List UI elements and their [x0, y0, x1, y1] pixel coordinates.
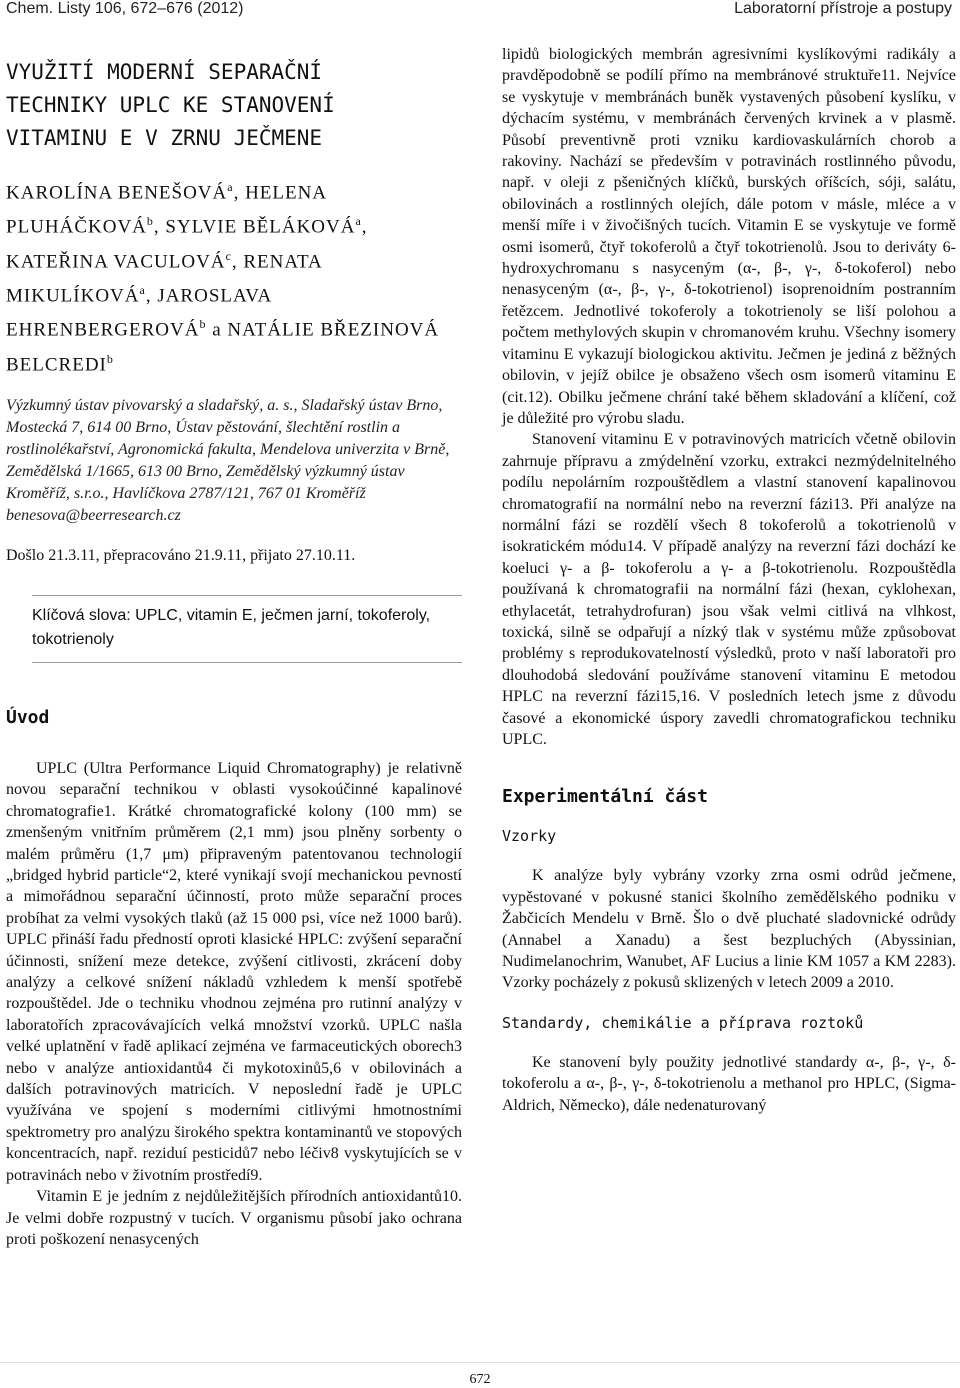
- affiliation-mark: a: [139, 282, 146, 297]
- author-list: KAROLÍNA BENEŠOVÁ$^a$, HELENA PLUHÁČKOVÁ$^b$, SYLVIE BĚLÁKOVÁ$^a$, KATEŘINA VACULOVÁ$^c$, RENATA MIKULÍKOVÁ$^a$, JAROSLAVA EHRENBERGEROVÁ$^b$ a NATÁLIE BŘEZINOVÁ BELCREDI$^b$: [6, 180, 440, 375]
- author-name: KATEŘINA VACULOVÁ: [6, 250, 226, 272]
- page-number: 672: [469, 1372, 491, 1387]
- author-name: HELENA PLUHÁČKOVÁ: [6, 182, 327, 238]
- author-name: RENATA MIKULÍKOVÁ: [6, 250, 322, 307]
- affiliation-mark: a: [227, 180, 234, 194]
- affiliation-mark: c: [225, 248, 232, 263]
- affiliation-mark: b: [199, 317, 207, 332]
- divider: [32, 662, 462, 663]
- author-name: SYLVIE BĚLÁKOVÁ: [165, 216, 356, 238]
- divider: [32, 595, 462, 596]
- body-paragraph: Stanovení vitaminu E v potravinových matricích včetně obilovin zahrnuje přípravu a zmýdelnění vzorku, extrakci nezmýdelnitelného podílu nepolárním rozpouštědlem a vlastní stanovení kapalinovou chromatografií na normální nebo na reverzní fázi13. Při analýze na normální fázi se rozdělí všech 8 tokoferolů a tokotrienolů v isokratickém módu14. V případě analýzy na reverzní fázi dochází ke koeluci γ- a β- tokoferolu a γ- a β-tokotrienolu. Rozpouštědla používaná k chromatografii na normální fázi (hexan, cyklohexan, ethylacetát, tetrahydrofuran) jsou však velmi citlivá na vlhkost, toxická, silně se odpařují a nízký tlak v systému může způsobovat problémy s reprodukovatelností výsledků, proto v naší laboratoři pro dlouhodobá sledování používáme stanovení vitaminu E metodou HPLC na reverzní fázi15,16. V posledních letech jsme z důvodu časové a ekonomické úspory zavedli chromatografickou techniku UPLC.: [502, 431, 956, 748]
- author-name: NATÁLIE BŘEZINOVÁ BELCREDI: [6, 319, 440, 375]
- author-name: JAROSLAVA EHRENBERGEROVÁ: [6, 285, 272, 341]
- body-paragraph: K analýze byly vybrány vzorky zrna osmi odrůd ječmene, vypěstované v pokusné stanici školního zemědělského podniku v Žabčicích Mendelu v Brně. Šlo o dvě pluchaté sladovnické odrůdy (Annabel a Xanadu) a šest bezpluchých (Abyssinian, Nudimelanochrim, Wanubet, AF Lucius a linie KM 1057 a KM 2283). Vzorky pocházely z pokusů sklizených v letech 2009 a 2010.: [502, 867, 956, 992]
- author-name: KAROLÍNA BENEŠOVÁ: [6, 182, 228, 204]
- journal-section: Laboratorní přístroje a postupy: [734, 0, 952, 17]
- journal-citation: Chem. Listy 106, 672–676 (2012): [6, 0, 244, 17]
- body-paragraph: Vitamin E je jedním z nejdůležitějších přírodních antioxidantů10. Je velmi dobře rozpustný v tucích. V organismu působí jako ochrana proti poškození nenasycených: [6, 1188, 462, 1248]
- body-paragraph: UPLC (Ultra Performance Liquid Chromatography) je relativně novou separační technikou v oblasti vysokoúčinné kapalinové chromatografie1. Krátké chromatografické kolony (100 mm) se zmenšeným vnitřním průměrem (2,1 mm) jsou plněny sorbenty o malém průměru (1,7 μm) připraveným patentovanou technologií „bridged hybrid particle“2, které vynikají svojí mechanickou pevností a mimořádnou separační účinností, proto může separační proces probíhat za velmi vysokých tlaků (až 15 000 psi, více než 1000 barů). UPLC přináší řadu předností oproti klasické HPLC: zvýšení separační účinnosti, snížení meze detekce, zvýšení citlivosti, zkrácení doby analýzy a celkové snížení nákladů vzhledem k menší spotřebě rozpouštědel. Jde o techniku vhodnou zejména pro rutinní analýzy v laboratořích zpracovávajících velká množství vzorků. UPLC našla velké uplatnění v řadě aplikací zejména ve farmaceutických oborech3 nebo v analýze antioxidantů4 či mykotoxinů5,6 v obilovinách a dalších potravinových matricích. V neposlední řadě je UPLC využívána ve spojení s moderními citlivými hmotnostními spektrometry pro analýzu širokého spektra kontaminantů ve stopových koncentracích, např. reziduí pesticidů7 nebo léčiv8 vyskytujících se v potravinách nebo v životním prostředí9.: [6, 759, 462, 1184]
- article-title: [6, 56, 462, 155]
- subsection-heading-standardy: Standardy, chemikálie a příprava roztoků: [502, 1013, 864, 1032]
- section-heading-experimental: Experimentální část: [502, 786, 708, 808]
- keywords: Klíčová slova: UPLC, vitamin E, ječmen jarní, tokoferoly, tokotrienoly: [32, 606, 431, 648]
- title-line: TECHNIKY UPLC KE STANOVENÍ: [6, 93, 335, 117]
- body-paragraph: Ke stanovení byly použity jednotlivé standardy α-, β-, γ-, δ-tokoferolu a α-, β-, γ-, δ-tokotrienolu a methanol pro HPLC, (Sigma-Aldrich, Německo), dále nedenaturovaný: [502, 1053, 956, 1114]
- left-column: [6, 44, 462, 1250]
- title-line: VITAMINU E V ZRNU JEČMENE: [6, 126, 323, 150]
- subsection-heading-vzorky: Vzorky: [502, 827, 557, 846]
- affiliation-mark: a: [355, 214, 362, 229]
- corresponding-email[interactable]: benesova@beerresearch.cz: [6, 506, 181, 524]
- running-header: [0, 0, 960, 22]
- affiliation-mark: b: [146, 214, 154, 229]
- body-paragraph: lipidů biologických membrán agresivními kyslíkovými radikály a pravděpodobně se podílí přímo na membránové struktuře11. Nejvíce se vyskytuje v membránách buněk vystavených působení kyslíku, v dýchacím systému, v membránách červených krvinek a v plasmě. Působí preventivně proti vzniku kardiovaskulárních chorob a rakoviny. Nachází se především v potravinách rostlinného původu, např. v oleji z pšeničných klíčků, burských oříšcích, sóji, salátu, obilovinách a rostlinných olejích, dále potom v másle, mléce a v menší míře i v živočišných tucích. Vitamin E se vyskytuje ve formě osmi isomerů, čtyř tokoferolů a čtyř tokotrienolů. Jsou to deriváty 6-hydroxychromanu s nasyceným (α-, β-, γ-, δ-tokoferol) nebo nenasyceným (α-, β-, γ-, δ-tokotrienol) isoprenoidním postranním řetězcem. Jednotlivé tokoferoly a tokotrienoly se liší polohou a počtem methylových skupin v chromanovém kruhu. Všechny isomery vitaminu E vykazují biologickou aktivitu. Ječmen je jediná z běžných obilovin, v jejíž obilce je obsaženo všech osm isomerů vitaminu E (cit.12). Obilku ječmene chrání také během skladování a klíčení, což je důležité pro výrobu sladu.: [502, 46, 956, 427]
- received-dates: Došlo 21.3.11, přepracováno 21.9.11, přijato 27.10.11.: [6, 546, 356, 564]
- section-heading-uvod: Úvod: [6, 706, 50, 728]
- affiliation-text: Výzkumný ústav pivovarský a sladařský, a. s., Sladařský ústav Brno, Mostecká 7, 614 00 Brno, Ústav pěstování, šlechtění rostlin a rostlinolékařství, Agronomická fakulta, Mendelova univerzita v Brně, Zemědělská 1/1665, 613 00 Brno, Zemědělský výzkumný ústav Kroměříž, s.r.o., Havlíčkova 2787/121, 767 01 Kroměříž: [6, 396, 450, 502]
- right-column: [502, 44, 956, 1116]
- footer-rule: [0, 1362, 960, 1363]
- title-line: VYUŽITÍ MODERNÍ SEPARAČNÍ: [6, 60, 323, 84]
- affiliation-mark: b: [106, 351, 114, 366]
- affiliations: [6, 395, 462, 527]
